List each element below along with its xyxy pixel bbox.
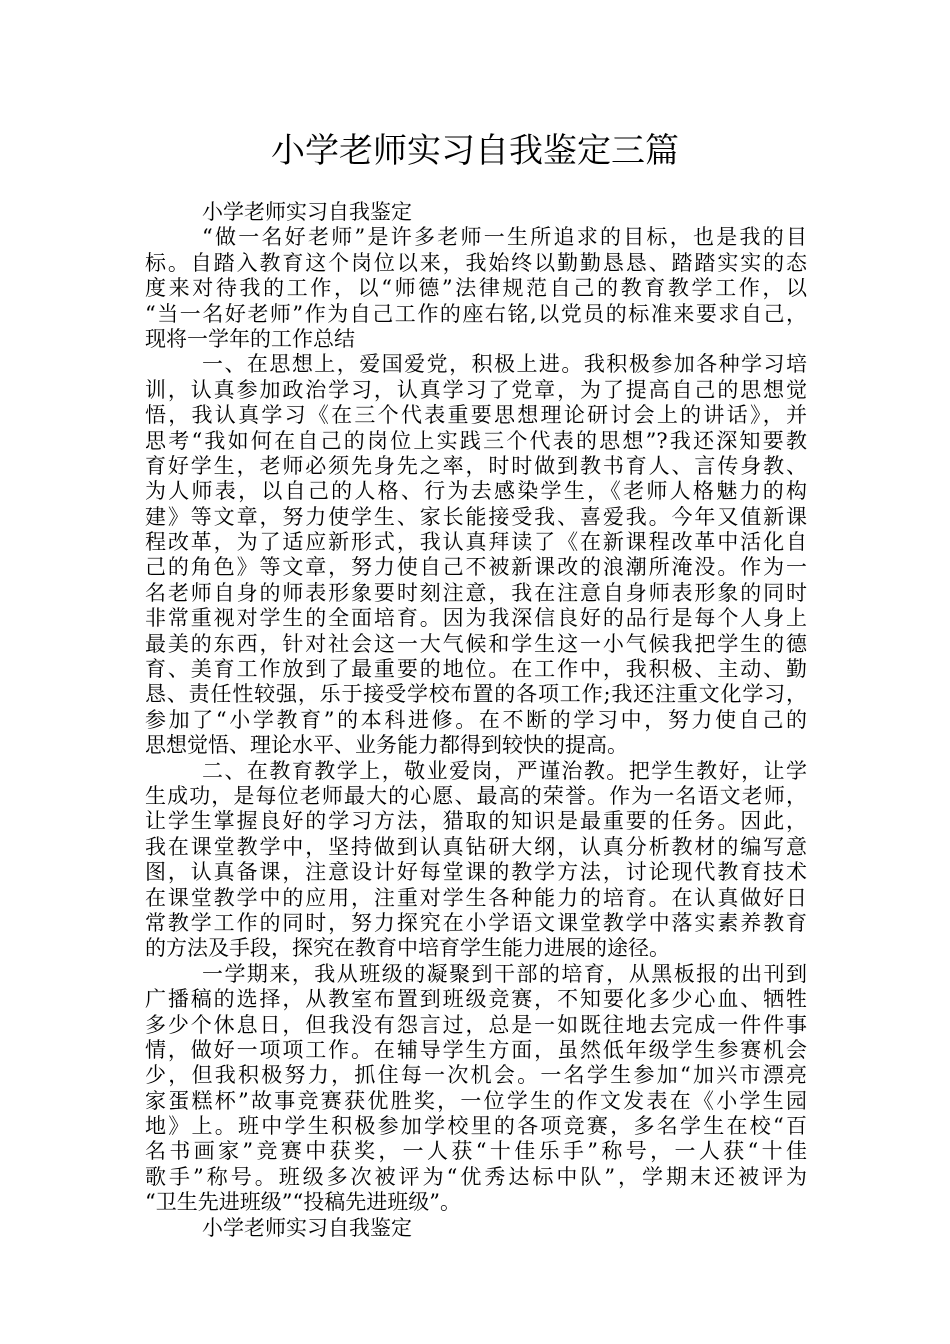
text-line: 思想觉悟、理论水平、业务能力都得到较快的提高。 bbox=[145, 733, 628, 758]
text-line: 多少个休息日，但我没有怨言过，总是一如既往地去完成一件件事 bbox=[145, 1012, 807, 1037]
text-line: 度来对待我的工作，以“师德”法律规范自己的教育教学工作，以 bbox=[145, 276, 807, 301]
text-line: 最美的东西，针对社会这一大气候和学生这一小气候我把学生的德 bbox=[145, 631, 807, 656]
text-line: 名书画家”竞赛中获奖，一人获“十佳乐手”称号，一人获“十佳 bbox=[145, 1139, 807, 1164]
text-line: 参加了“小学教育”的本科进修。在不断的学习中，努力使自己的 bbox=[145, 707, 807, 732]
text-line: 程改革，为了适应新形式，我认真拜读了《在新课程改革中活化自 bbox=[145, 530, 807, 555]
text-line: “当一名好老师”作为自己工作的座右铭,以党员的标准来要求自己， bbox=[145, 301, 807, 326]
text-line: 名老师自身的师表形象要时刻注意，我在注意自身师表形象的同时 bbox=[145, 580, 807, 605]
text-line: 地》上。班中学生积极参加学校里的各项竞赛，多名学生在校“百 bbox=[145, 1114, 807, 1139]
text-line: 生成功，是每位老师最大的心愿、最高的荣誉。作为一名语文老师， bbox=[145, 783, 807, 808]
text-line: 为人师表，以自己的人格、行为去感染学生，《老师人格魅力的构 bbox=[145, 479, 807, 504]
text-line: 少，但我积极努力，抓住每一次机会。一名学生参加“加兴市漂亮 bbox=[145, 1063, 807, 1088]
text-line: 己的角色》等文章，努力使自己不被新课改的浪潮所淹没。作为一 bbox=[145, 555, 807, 580]
text-line: 的方法及手段，探究在教育中培育学生能力进展的途径。 bbox=[145, 936, 670, 961]
text-line: 标。自踏入教育这个岗位以来，我始终以勤勤恳恳、踏踏实实的态 bbox=[145, 250, 807, 275]
text-line: 思考“我如何在自己的岗位上实践三个代表的思想”?我还深知要教 bbox=[145, 428, 807, 453]
text-line: 我在课堂教学中，坚持做到认真钻研大纲，认真分析教材的编写意 bbox=[145, 834, 807, 859]
text-line: 在课堂教学中的应用，注重对学生各种能力的培育。在认真做好日 bbox=[145, 885, 807, 910]
text-line: “卫生先进班级”“投稿先进班级”。 bbox=[145, 1190, 461, 1215]
text-line: 情，做好一项项工作。在辅导学生方面，虽然低年级学生参赛机会 bbox=[145, 1037, 807, 1062]
text-line: 小学老师实习自我鉴定 bbox=[202, 1215, 412, 1240]
text-line: 二、在教育教学上，敬业爱岗，严谨治教。把学生教好，让学 bbox=[202, 758, 807, 783]
text-line: 育好学生，老师必须先身先之率，时时做到教书育人、言传身教、 bbox=[145, 453, 807, 478]
text-line: 一、在思想上，爱国爱党，积极上进。我积极参加各种学习培 bbox=[202, 352, 807, 377]
text-line: 建》等文章，努力使学生、家长能接受我、喜爱我。今年又值新课 bbox=[145, 504, 807, 529]
text-line: 家蛋糕杯”故事竞赛获优胜奖，一位学生的作文发表在《小学生园 bbox=[145, 1088, 807, 1113]
text-line: 广播稿的选择，从教室布置到班级竞赛，不知要化多少心血、牺牲 bbox=[145, 987, 807, 1012]
text-line: 小学老师实习自我鉴定 bbox=[202, 200, 412, 224]
text-line: 让学生掌握良好的学习方法，猎取的知识是最重要的任务。因此， bbox=[145, 809, 807, 834]
text-line: 一学期来，我从班级的凝聚到干部的培育，从黑板报的出刊到 bbox=[202, 961, 807, 986]
text-line: “做一名好老师”是许多老师一生所追求的目标，也是我的目 bbox=[202, 225, 807, 250]
text-line: 现将一学年的工作总结 bbox=[145, 326, 355, 351]
document-body bbox=[145, 200, 807, 1241]
text-line: 图，认真备课，注意设计好每堂课的教学方法，讨论现代教育技术 bbox=[145, 860, 807, 885]
document-title: 小学老师实习自我鉴定三篇 bbox=[271, 131, 679, 171]
text-line: 训，认真参加政治学习，认真学习了党章，为了提高自己的思想觉 bbox=[145, 377, 807, 402]
text-line: 悟，我认真学习《在三个代表重要思想理论研讨会上的讲话》，并 bbox=[145, 403, 807, 428]
text-line: 歌手”称号。班级多次被评为“优秀达标中队”，学期末还被评为 bbox=[145, 1164, 807, 1189]
text-line: 常教学工作的同时，努力探究在小学语文课堂教学中落实素养教育 bbox=[145, 910, 807, 935]
text-line: 恳、责任性较强，乐于接受学校布置的各项工作;我还注重文化学习， bbox=[145, 682, 807, 707]
text-line: 非常重视对学生的全面培育。因为我深信良好的品行是每个人身上 bbox=[145, 606, 807, 631]
text-line: 育、美育工作放到了最重要的地位。在工作中，我积极、主动、勤 bbox=[145, 657, 807, 682]
